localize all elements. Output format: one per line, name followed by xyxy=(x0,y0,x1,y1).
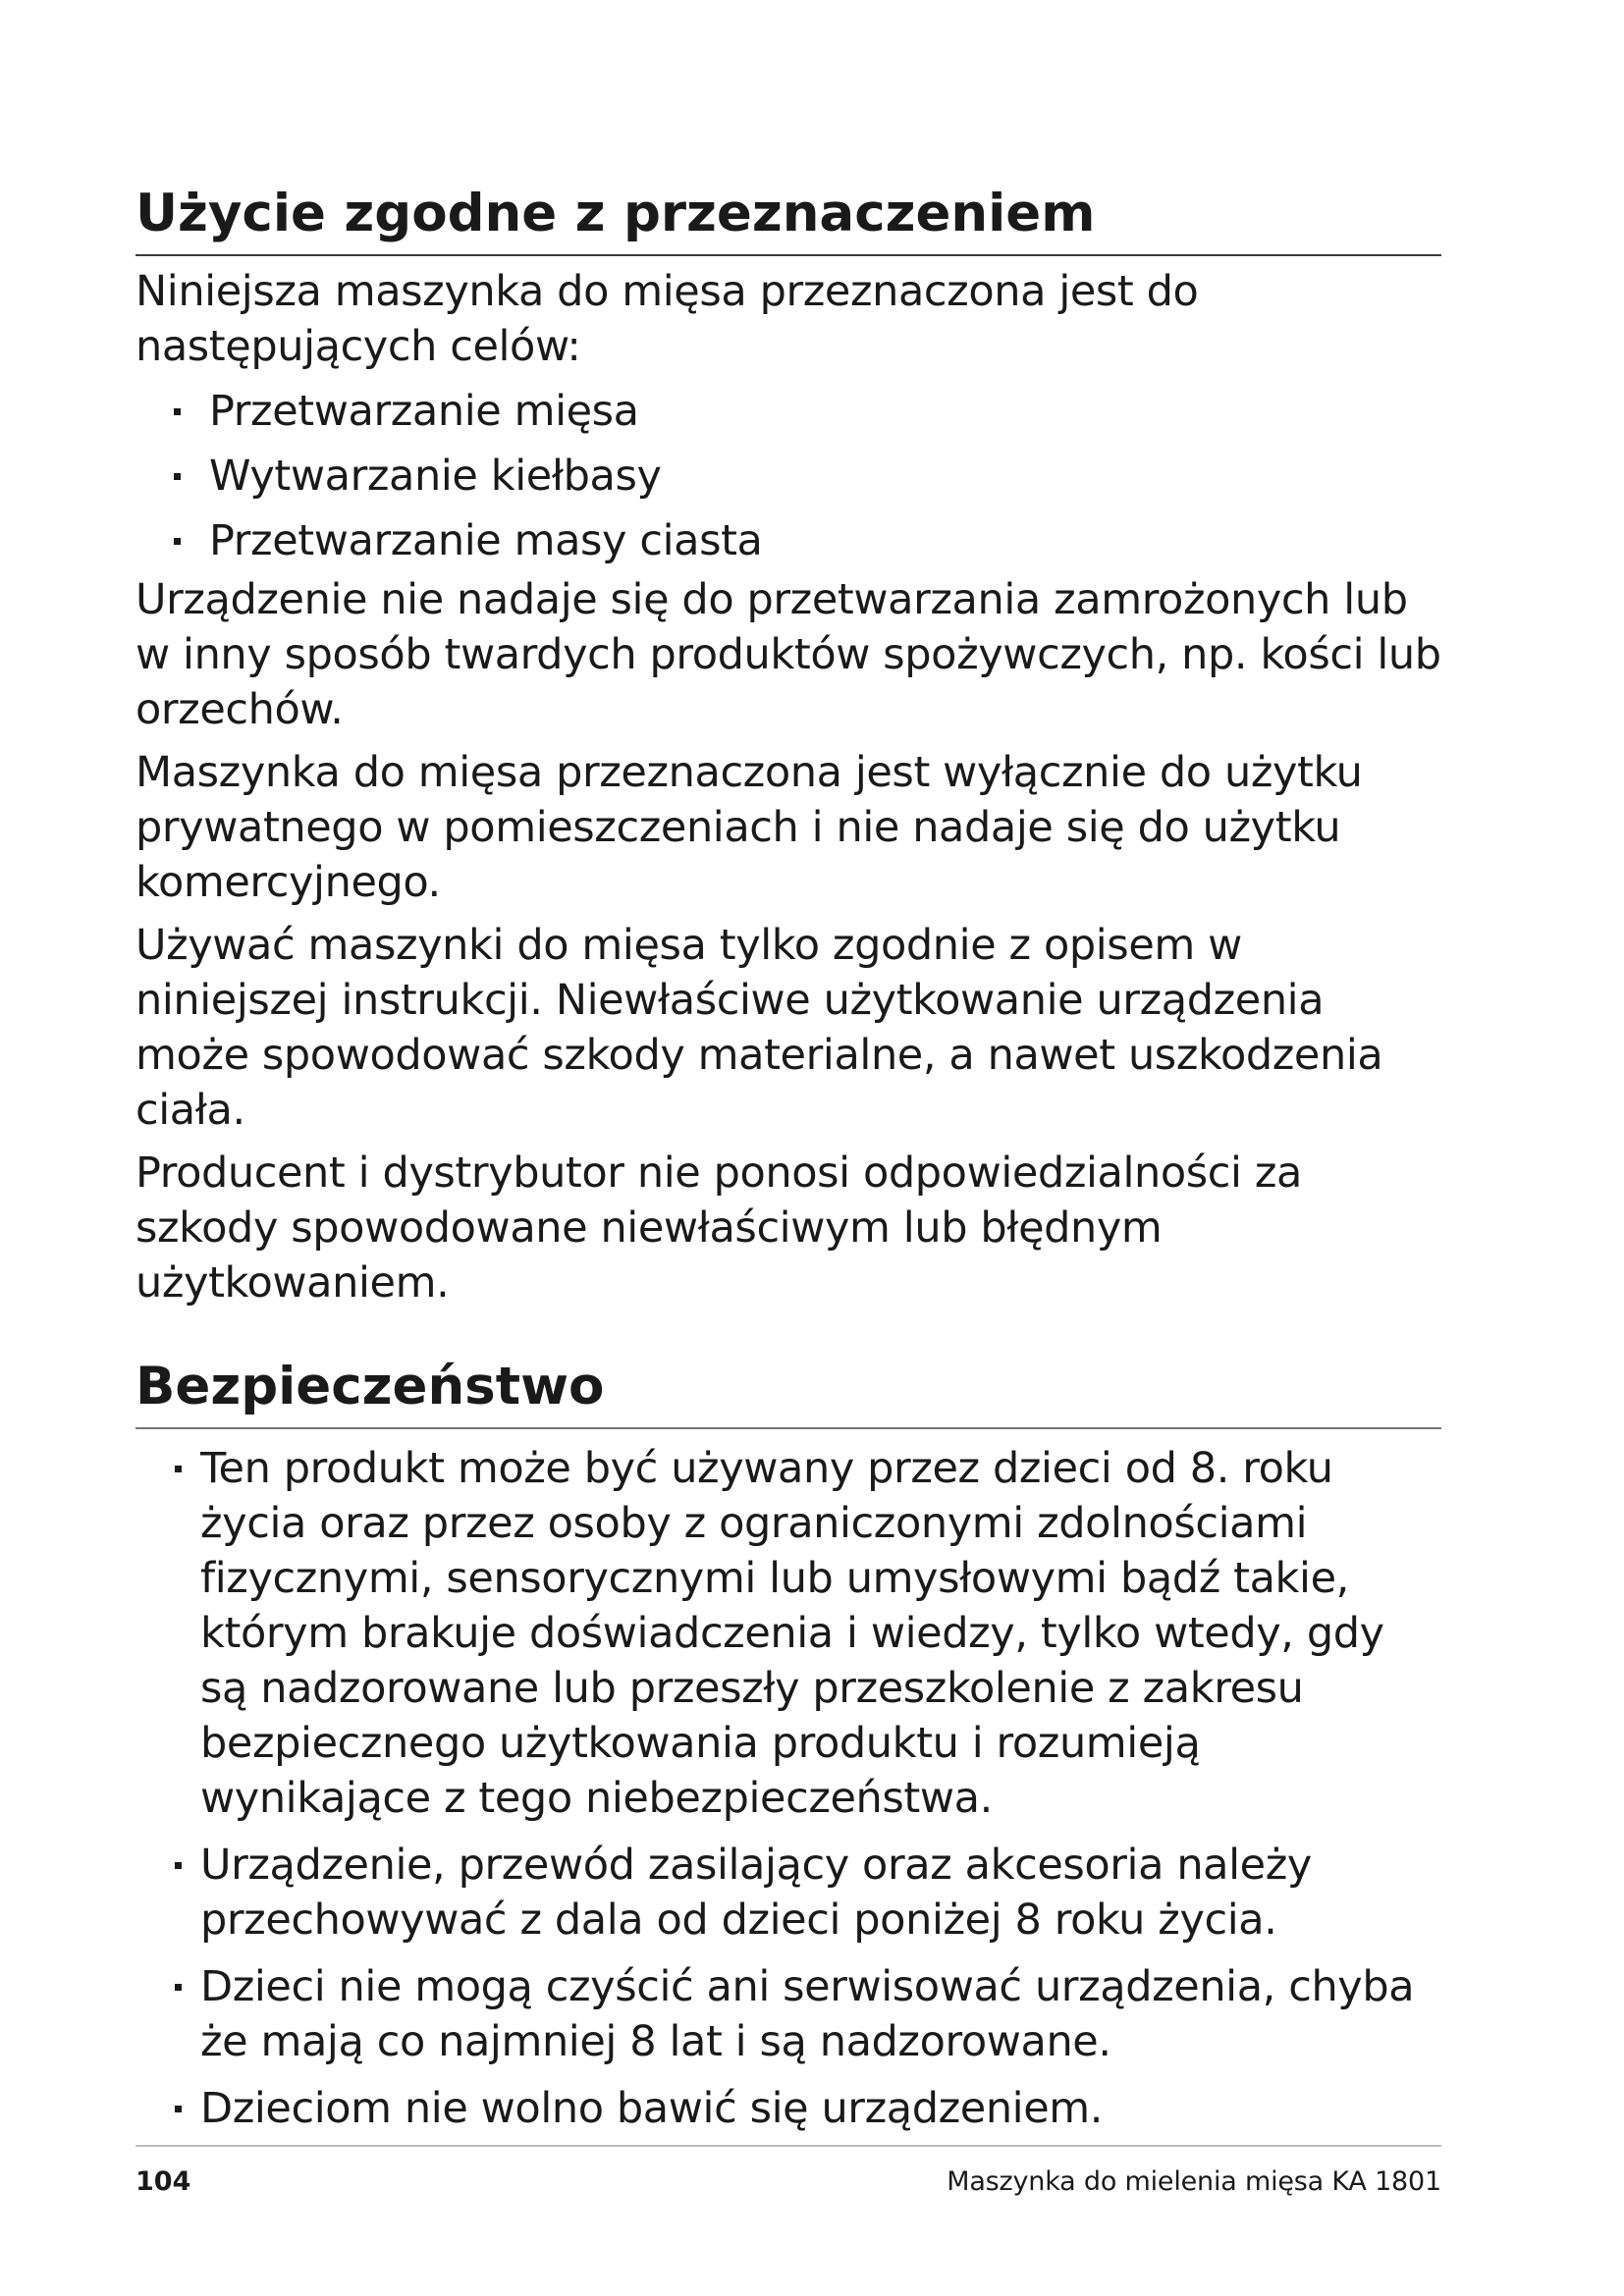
footer-title: Maszynka do mielenia mięsa KA 1801 xyxy=(947,2166,1441,2197)
intro-paragraph: Niniejsza maszynka do mięsa przeznaczona jest do następujących celów: xyxy=(135,267,1199,371)
section-safety xyxy=(135,1350,1441,2136)
list-item: Wytwarzanie kiełbasy xyxy=(135,449,1441,504)
page-content xyxy=(135,177,1441,2136)
list-item: Przetwarzanie masy ciasta xyxy=(135,513,1441,568)
list-item xyxy=(135,1959,1441,2069)
paragraph: Urządzenie nie nadaje się do przetwarzania zamrożonych lub w inny sposób twardych produktów spożywczych, np. kości lub orzechów. xyxy=(135,575,1441,734)
page-number: 104 xyxy=(135,2166,191,2197)
footer-divider xyxy=(135,2145,1441,2147)
list-item-text: Dzieci nie mogą czyścić ani serwisować urządzenia, chyba że mają co najmniej 8 lat i są nadzorowane. xyxy=(200,1962,1415,2066)
paragraph: Maszynka do mięsa przeznaczona jest wyłącznie do użytku prywatnego w pomieszczeniach i nie nadaje się do użytku komercyjnego. xyxy=(135,748,1363,907)
paragraph: Producent i dystrybutor nie ponosi odpowiedzialności za szkody spowodowane niewłaściwym lub błędnym użytkowaniem. xyxy=(135,1148,1302,1308)
list-item-text: Urządzenie, przewód zasilający oraz akcesoria należy przechowywać z dala od dzieci poniżej 8 roku życia. xyxy=(200,1841,1312,1945)
list-item-text: Dzieciom nie wolno bawić się urządzeniem. xyxy=(200,2084,1104,2133)
paragraph: Używać maszynki do mięsa tylko zgodnie z opisem w niniejszej instrukcji. Niewłaściwe użytkowanie urządzenia może spowodować szkody materialne, a nawet uszkodzenia ciała. xyxy=(135,921,1383,1135)
list-item xyxy=(135,1441,1441,1826)
list-item-text: Ten produkt może być używany przez dzieci od 8. roku życia oraz przez osoby z ograniczonymi zdolnościami fizycznymi, sensorycznymi lub umysłowymi bądź takie, którym brakuje doświadczenia i wiedzy, tylko wtedy, gdy są nadzorowane lub przeszły przeszkolenie z zakresu bezpiecznego użytkowania produktu i rozumieją wynikające z tego niebezpieczeństwa. xyxy=(200,1444,1384,1823)
list-item xyxy=(135,2081,1441,2136)
section-heading-safety: Bezpieczeństwo xyxy=(135,1350,1441,1429)
section-intended-use xyxy=(135,177,1441,1310)
list-item: Przetwarzanie mięsa xyxy=(135,384,1441,439)
safety-list xyxy=(135,1441,1441,2136)
list-item xyxy=(135,1838,1441,1948)
uses-list xyxy=(135,384,1441,568)
section-heading-intended-use: Użycie zgodne z przeznaczeniem xyxy=(135,177,1441,256)
